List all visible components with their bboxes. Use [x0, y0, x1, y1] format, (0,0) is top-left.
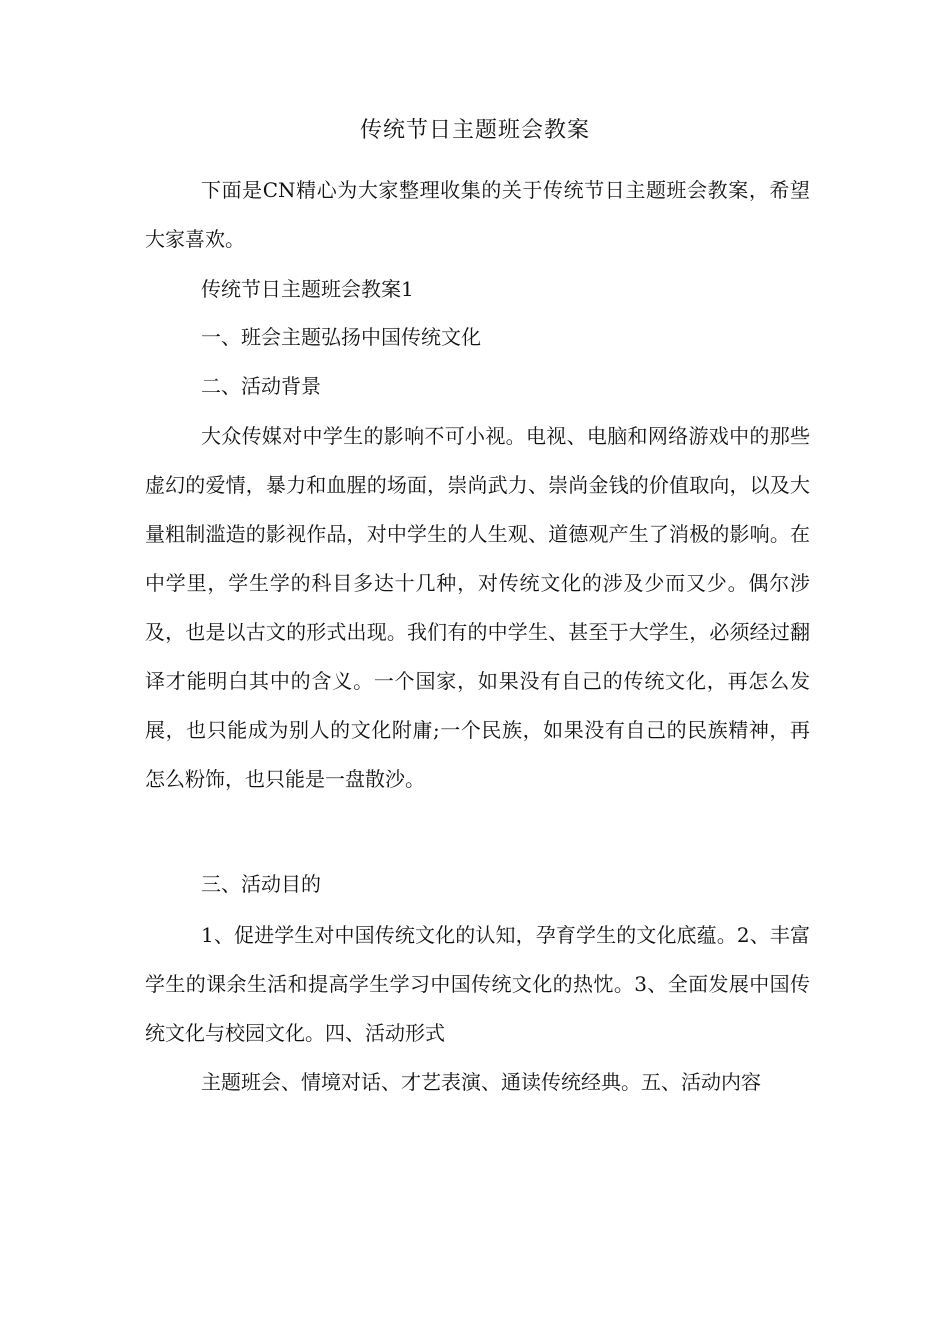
document-title: 传统节日主题班会教案 — [359, 118, 590, 143]
intro-paragraph: 下面是CN精心为大家整理收集的关于传统节日主题班会教案，希望大家喜欢。 — [145, 178, 810, 251]
section-heading-purpose: 三、活动目的 — [201, 872, 321, 896]
section-heading-plan-1: 传统节日主题班会教案1 — [201, 277, 414, 301]
format-paragraph: 主题班会、情境对话、才艺表演、通读传统经典。五、活动内容 — [201, 1070, 761, 1094]
purpose-paragraph: 1、促进学生对中国传统文化的认知，孕育学生的文化底蕴。2、丰富学生的课余生活和提高学生学习中国传统文化的热忱。3、全面发展中国传统文化与校园文化。四、活动形式 — [145, 923, 810, 1045]
section-heading-background: 二、活动背景 — [201, 374, 321, 398]
background-paragraph: 大众传媒对中学生的影响不可小视。电视、电脑和网络游戏中的那些虚幻的爱情，暴力和血腥的场面，崇尚武力、崇尚金钱的价值取向，以及大量粗制滥造的影视作品，对中学生的人生观、道德观产生了消极的影响。在中学里，学生学的科目多达十几种，对传统文化的涉及少而又少。偶尔涉及，也是以古文的形式出现。我们有的中学生、甚至于大学生，必须经过翻译才能明白其中的含义。一个国家，如果没有自己的传统文化，再怎么发展，也只能成为别人的文化附庸;一个民族，如果没有自己的民族精神，再怎么粉饰，也只能是一盘散沙。 — [145, 424, 810, 791]
section-heading-theme: 一、班会主题弘扬中国传统文化 — [201, 325, 481, 349]
